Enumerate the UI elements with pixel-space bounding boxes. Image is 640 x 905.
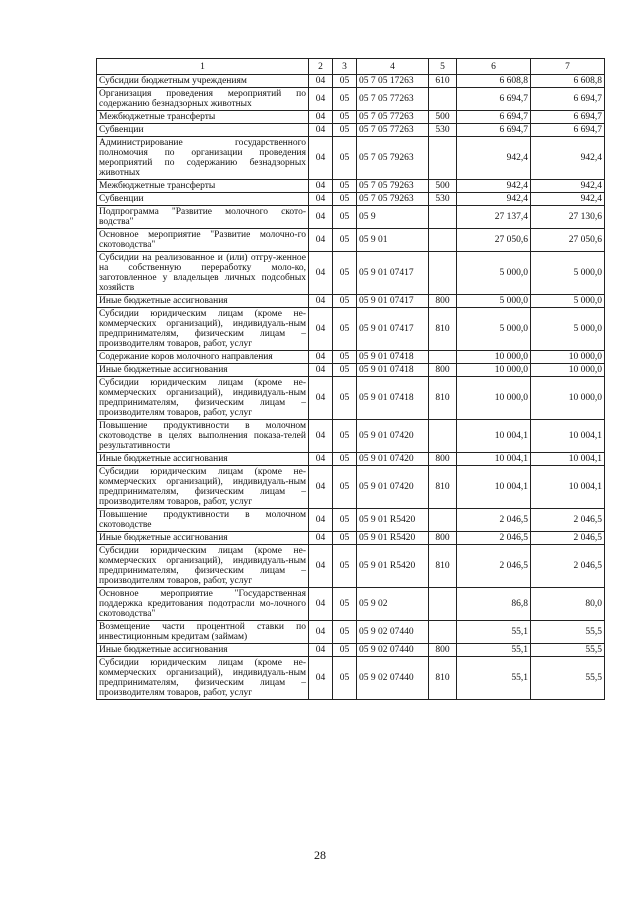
row-section: 04 (309, 657, 333, 700)
table-row (97, 75, 605, 88)
row-subsection: 05 (333, 75, 357, 88)
row-amount-2: 6 694,7 (531, 88, 605, 111)
table-row (97, 657, 605, 700)
row-subsection: 05 (333, 295, 357, 308)
row-amount-1: 86,8 (457, 588, 531, 621)
row-amount-1: 10 004,1 (457, 453, 531, 466)
row-amount-1: 6 694,7 (457, 88, 531, 111)
table-row (97, 124, 605, 137)
row-name: Администрирование государственного полномочия по организации проведения мероприятий по содержанию безнадзорных животных (97, 137, 309, 180)
table-row (97, 532, 605, 545)
row-amount-1: 2 046,5 (457, 509, 531, 532)
row-expense-type: 530 (429, 193, 457, 206)
row-expense-type (429, 621, 457, 644)
row-name: Повышение продуктивности в молочном скотоводстве (97, 509, 309, 532)
row-subsection: 05 (333, 124, 357, 137)
row-target-code: 05 9 01 07417 (357, 308, 429, 351)
row-amount-1: 5 000,0 (457, 252, 531, 295)
row-amount-2: 10 000,0 (531, 364, 605, 377)
row-expense-type: 500 (429, 180, 457, 193)
row-section: 04 (309, 351, 333, 364)
row-name: Субсидии бюджетным учреждениям (97, 75, 309, 88)
row-name: Организация проведения мероприятий по содержанию безнадзорных животных (97, 88, 309, 111)
table-row (97, 453, 605, 466)
row-target-code: 05 9 01 07418 (357, 377, 429, 420)
row-subsection: 05 (333, 532, 357, 545)
row-section: 04 (309, 420, 333, 453)
row-target-code: 05 9 01 07420 (357, 420, 429, 453)
row-section: 04 (309, 377, 333, 420)
row-amount-1: 55,1 (457, 644, 531, 657)
row-target-code: 05 9 02 07440 (357, 644, 429, 657)
row-target-code: 05 7 05 79263 (357, 193, 429, 206)
table-row (97, 206, 605, 229)
row-section: 04 (309, 229, 333, 252)
table-row (97, 229, 605, 252)
row-expense-type (429, 351, 457, 364)
row-expense-type: 810 (429, 657, 457, 700)
row-name: Межбюджетные трансферты (97, 111, 309, 124)
row-expense-type: 800 (429, 532, 457, 545)
table-row (97, 252, 605, 295)
row-amount-1: 10 000,0 (457, 364, 531, 377)
row-target-code: 05 9 01 (357, 229, 429, 252)
row-amount-2: 5 000,0 (531, 295, 605, 308)
row-section: 04 (309, 193, 333, 206)
row-section: 04 (309, 137, 333, 180)
row-subsection: 05 (333, 621, 357, 644)
row-section: 04 (309, 453, 333, 466)
row-expense-type: 800 (429, 295, 457, 308)
row-expense-type: 810 (429, 466, 457, 509)
row-subsection: 05 (333, 308, 357, 351)
row-subsection: 05 (333, 137, 357, 180)
row-amount-1: 27 137,4 (457, 206, 531, 229)
row-expense-type: 530 (429, 124, 457, 137)
row-section: 04 (309, 124, 333, 137)
column-header-1: 1 (97, 59, 309, 75)
row-section: 04 (309, 75, 333, 88)
row-target-code: 05 9 01 07418 (357, 351, 429, 364)
row-amount-2: 5 000,0 (531, 252, 605, 295)
row-amount-2: 55,5 (531, 621, 605, 644)
row-amount-1: 6 608,8 (457, 75, 531, 88)
row-section: 04 (309, 252, 333, 295)
row-target-code: 05 7 05 77263 (357, 111, 429, 124)
row-section: 04 (309, 295, 333, 308)
row-target-code: 05 9 01 R5420 (357, 509, 429, 532)
column-header-6: 6 (457, 59, 531, 75)
table-row (97, 351, 605, 364)
row-section: 04 (309, 111, 333, 124)
table-row (97, 137, 605, 180)
table-row (97, 180, 605, 193)
row-name: Основное мероприятие "Государственная поддержка кредитования подотрасли мо-лочного скотоводства" (97, 588, 309, 621)
row-section: 04 (309, 621, 333, 644)
row-subsection: 05 (333, 644, 357, 657)
row-expense-type: 800 (429, 644, 457, 657)
row-amount-2: 6 608,8 (531, 75, 605, 88)
row-target-code: 05 9 01 07418 (357, 364, 429, 377)
row-amount-2: 10 004,1 (531, 453, 605, 466)
row-amount-1: 5 000,0 (457, 308, 531, 351)
column-header-3: 3 (333, 59, 357, 75)
row-expense-type: 610 (429, 75, 457, 88)
row-amount-1: 55,1 (457, 657, 531, 700)
table-body (97, 75, 605, 700)
row-amount-2: 10 004,1 (531, 466, 605, 509)
table-row (97, 509, 605, 532)
row-name: Субсидии на реализованное и (или) отгру-женное на собственную переработку моло-ко, заготовленное у владельцев личных подсобных хозяйств (97, 252, 309, 295)
row-section: 04 (309, 644, 333, 657)
row-subsection: 05 (333, 657, 357, 700)
row-expense-type (429, 88, 457, 111)
row-amount-1: 27 050,6 (457, 229, 531, 252)
row-expense-type: 800 (429, 364, 457, 377)
row-section: 04 (309, 545, 333, 588)
row-subsection: 05 (333, 420, 357, 453)
row-amount-1: 10 000,0 (457, 351, 531, 364)
row-name: Основное мероприятие "Развитие молочно-го скотоводства" (97, 229, 309, 252)
row-subsection: 05 (333, 377, 357, 420)
row-amount-2: 2 046,5 (531, 509, 605, 532)
row-target-code: 05 7 05 79263 (357, 180, 429, 193)
row-subsection: 05 (333, 466, 357, 509)
table-row (97, 295, 605, 308)
table-row (97, 193, 605, 206)
row-section: 04 (309, 509, 333, 532)
row-name: Иные бюджетные ассигнования (97, 453, 309, 466)
table-row (97, 308, 605, 351)
row-target-code: 05 9 01 R5420 (357, 545, 429, 588)
row-target-code: 05 7 05 17263 (357, 75, 429, 88)
row-section: 04 (309, 466, 333, 509)
row-amount-2: 55,5 (531, 657, 605, 700)
row-target-code: 05 7 05 79263 (357, 137, 429, 180)
row-subsection: 05 (333, 509, 357, 532)
row-target-code: 05 9 01 R5420 (357, 532, 429, 545)
row-name: Субсидии юридическим лицам (кроме не-коммерческих организаций), индивидуаль-ным предпринимателям, физическим лицам – производителям товаров, работ, услуг (97, 466, 309, 509)
row-name: Субсидии юридическим лицам (кроме не-коммерческих организаций), индивидуаль-ным предпринимателям, физическим лицам – производителям товаров, работ, услуг (97, 545, 309, 588)
row-target-code: 05 9 01 07417 (357, 252, 429, 295)
table-row (97, 588, 605, 621)
page-number: 28 (314, 848, 326, 862)
row-amount-2: 6 694,7 (531, 124, 605, 137)
row-section: 04 (309, 206, 333, 229)
table-row (97, 545, 605, 588)
row-amount-1: 2 046,5 (457, 545, 531, 588)
row-subsection: 05 (333, 88, 357, 111)
row-subsection: 05 (333, 364, 357, 377)
row-expense-type (429, 588, 457, 621)
row-amount-1: 5 000,0 (457, 295, 531, 308)
row-subsection: 05 (333, 588, 357, 621)
table-row (97, 644, 605, 657)
row-name: Субвенции (97, 124, 309, 137)
row-name: Содержание коров молочного направления (97, 351, 309, 364)
row-section: 04 (309, 532, 333, 545)
row-target-code: 05 7 05 77263 (357, 88, 429, 111)
row-subsection: 05 (333, 351, 357, 364)
row-subsection: 05 (333, 453, 357, 466)
row-subsection: 05 (333, 252, 357, 295)
row-expense-type (429, 420, 457, 453)
row-expense-type (429, 206, 457, 229)
row-name: Субвенции (97, 193, 309, 206)
row-amount-1: 6 694,7 (457, 111, 531, 124)
row-name: Повышение продуктивности в молочном скотоводстве в целях выполнения показа-телей результативности (97, 420, 309, 453)
row-amount-2: 942,4 (531, 180, 605, 193)
row-subsection: 05 (333, 193, 357, 206)
row-target-code: 05 9 02 07440 (357, 657, 429, 700)
row-amount-2: 80,0 (531, 588, 605, 621)
row-expense-type: 810 (429, 308, 457, 351)
row-name: Межбюджетные трансферты (97, 180, 309, 193)
row-name: Иные бюджетные ассигнования (97, 364, 309, 377)
row-name: Возмещение части процентной ставки по инвестиционным кредитам (займам) (97, 621, 309, 644)
row-expense-type (429, 252, 457, 295)
row-amount-2: 10 000,0 (531, 351, 605, 364)
row-amount-2: 942,4 (531, 137, 605, 180)
row-name: Иные бюджетные ассигнования (97, 532, 309, 545)
column-header-7: 7 (531, 59, 605, 75)
row-amount-1: 6 694,7 (457, 124, 531, 137)
row-expense-type: 800 (429, 453, 457, 466)
row-amount-1: 942,4 (457, 193, 531, 206)
row-name: Субсидии юридическим лицам (кроме не-коммерческих организаций), индивидуаль-ным предпринимателям, физическим лицам – производителям товаров, работ, услуг (97, 377, 309, 420)
row-subsection: 05 (333, 180, 357, 193)
row-name: Подпрограмма "Развитие молочного ското-водства" (97, 206, 309, 229)
row-subsection: 05 (333, 206, 357, 229)
column-header-5: 5 (429, 59, 457, 75)
row-amount-2: 10 000,0 (531, 377, 605, 420)
row-section: 04 (309, 88, 333, 111)
table-row (97, 466, 605, 509)
row-section: 04 (309, 364, 333, 377)
row-amount-2: 6 694,7 (531, 111, 605, 124)
row-amount-2: 10 004,1 (531, 420, 605, 453)
row-amount-2: 2 046,5 (531, 532, 605, 545)
row-amount-2: 27 050,6 (531, 229, 605, 252)
row-amount-1: 10 004,1 (457, 420, 531, 453)
row-name: Иные бюджетные ассигнования (97, 644, 309, 657)
row-expense-type: 500 (429, 111, 457, 124)
row-amount-1: 55,1 (457, 621, 531, 644)
row-amount-1: 942,4 (457, 137, 531, 180)
row-amount-2: 55,5 (531, 644, 605, 657)
row-expense-type (429, 229, 457, 252)
row-subsection: 05 (333, 229, 357, 252)
row-amount-2: 5 000,0 (531, 308, 605, 351)
row-expense-type (429, 509, 457, 532)
row-target-code: 05 9 01 07420 (357, 453, 429, 466)
column-header-4: 4 (357, 59, 429, 75)
row-subsection: 05 (333, 111, 357, 124)
row-amount-1: 10 000,0 (457, 377, 531, 420)
table-row (97, 621, 605, 644)
row-amount-1: 942,4 (457, 180, 531, 193)
row-section: 04 (309, 180, 333, 193)
column-header-2: 2 (309, 59, 333, 75)
row-name: Субсидии юридическим лицам (кроме не-коммерческих организаций), индивидуаль-ным предпринимателям, физическим лицам – производителям товаров, работ, услуг (97, 308, 309, 351)
row-target-code: 05 9 01 07417 (357, 295, 429, 308)
row-expense-type: 810 (429, 545, 457, 588)
row-amount-2: 27 130,6 (531, 206, 605, 229)
budget-table (96, 58, 605, 700)
table-row (97, 88, 605, 111)
row-target-code: 05 9 02 (357, 588, 429, 621)
row-section: 04 (309, 588, 333, 621)
row-amount-1: 2 046,5 (457, 532, 531, 545)
table-row (97, 420, 605, 453)
row-target-code: 05 9 02 07440 (357, 621, 429, 644)
row-expense-type: 810 (429, 377, 457, 420)
row-amount-2: 2 046,5 (531, 545, 605, 588)
table-row (97, 377, 605, 420)
row-target-code: 05 9 01 07420 (357, 466, 429, 509)
row-amount-2: 942,4 (531, 193, 605, 206)
header-row (97, 59, 605, 75)
row-name: Иные бюджетные ассигнования (97, 295, 309, 308)
row-name: Субсидии юридическим лицам (кроме не-коммерческих организаций), индивидуаль-ным предпринимателям, физическим лицам – производителям товаров, работ, услуг (97, 657, 309, 700)
table-row (97, 111, 605, 124)
row-target-code: 05 9 (357, 206, 429, 229)
row-section: 04 (309, 308, 333, 351)
row-target-code: 05 7 05 77263 (357, 124, 429, 137)
table-row (97, 364, 605, 377)
row-subsection: 05 (333, 545, 357, 588)
row-amount-1: 10 004,1 (457, 466, 531, 509)
row-expense-type (429, 137, 457, 180)
